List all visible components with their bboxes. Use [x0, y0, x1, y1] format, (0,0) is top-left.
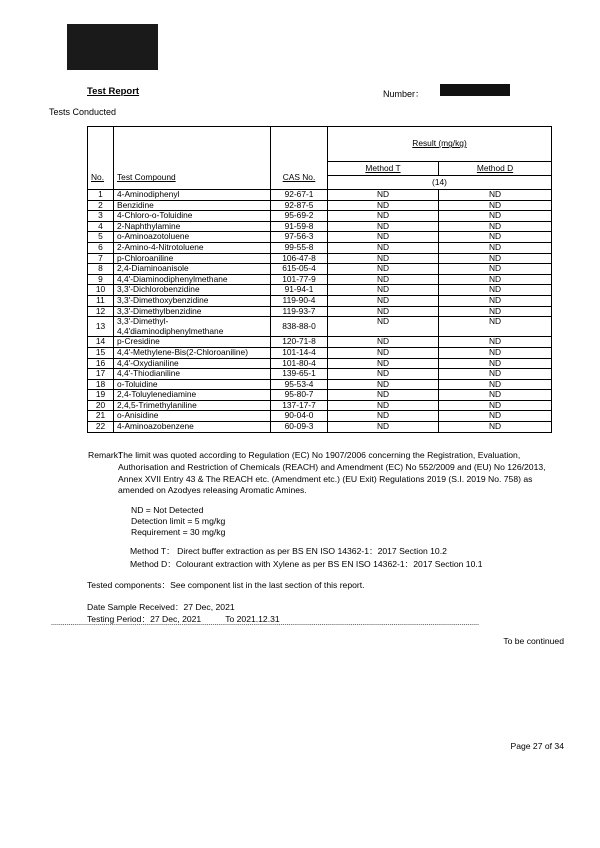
row-cas: 95-80-7 [271, 390, 328, 401]
table-row [88, 347, 552, 358]
row-compound: o-Aminoazotoluene [114, 232, 271, 243]
row-compound: 2,4-Toluylenediamine [114, 390, 271, 401]
row-result-method-t: ND [328, 253, 439, 264]
table-row [88, 358, 552, 369]
row-result-method-t: ND [328, 379, 439, 390]
table-row [88, 295, 552, 306]
row-no: 13 [88, 317, 114, 337]
row-cas: 615-05-4 [271, 264, 328, 275]
row-compound: 3,3'-Dichlorobenzidine [114, 285, 271, 296]
row-compound: Benzidine [114, 200, 271, 211]
row-compound: 4-Chloro-o-Toluidine [114, 211, 271, 222]
header-result: Result (mg/kg) [328, 127, 552, 162]
row-cas: 95-53-4 [271, 379, 328, 390]
row-compound: p-Chloroaniline [114, 253, 271, 264]
row-cas: 101-77-9 [271, 274, 328, 285]
row-no: 17 [88, 369, 114, 380]
row-result-method-d: ND [439, 347, 552, 358]
row-result-method-t: ND [328, 400, 439, 411]
redacted-report-number [440, 84, 510, 96]
row-no: 1 [88, 190, 114, 201]
row-compound: 3,3'-Dimethyl- 4,4'diaminodiphenylmethane [114, 317, 271, 337]
row-cas: 95-69-2 [271, 211, 328, 222]
table-row [88, 306, 552, 317]
row-compound: 2-Naphthylamine [114, 221, 271, 232]
received-label: Date Sample Received： [87, 602, 184, 612]
table-row [88, 411, 552, 422]
table-row [88, 400, 552, 411]
row-result-method-d: ND [439, 253, 552, 264]
row-no: 21 [88, 411, 114, 422]
row-result-method-d: ND [439, 285, 552, 296]
row-no: 6 [88, 242, 114, 253]
received-value: 27 Dec, 2021 [183, 602, 235, 612]
row-no: 3 [88, 211, 114, 222]
row-result-method-t: ND [328, 264, 439, 275]
table-row [88, 379, 552, 390]
row-no: 12 [88, 306, 114, 317]
row-no: 4 [88, 221, 114, 232]
row-result-method-t: ND [328, 337, 439, 348]
row-result-method-d: ND [439, 211, 552, 222]
row-compound: 3,3'-Dimethylbenzidine [114, 306, 271, 317]
row-result-method-t: ND [328, 347, 439, 358]
row-result-method-d: ND [439, 422, 552, 433]
row-compound: 2-Amino-4-Nitrotoluene [114, 242, 271, 253]
row-result-method-d: ND [439, 317, 552, 337]
row-no: 19 [88, 390, 114, 401]
row-no: 7 [88, 253, 114, 264]
row-compound: 4-Aminoazobenzene [114, 422, 271, 433]
row-cas: 101-14-4 [271, 347, 328, 358]
section-title: Tests Conducted [49, 107, 117, 117]
row-compound: o-Toluidine [114, 379, 271, 390]
row-compound: 4,4'-Diaminodiphenylmethane [114, 274, 271, 285]
row-no: 20 [88, 400, 114, 411]
row-cas: 106-47-8 [271, 253, 328, 264]
row-result-method-d: ND [439, 190, 552, 201]
row-result-method-t: ND [328, 306, 439, 317]
table-row [88, 317, 552, 337]
row-result-method-d: ND [439, 264, 552, 275]
method-d-description: Method D：Colourant extraction with Xylene as per BS EN ISO 14362-1：2017 Section 10.1 [130, 559, 483, 569]
row-result-method-d: ND [439, 200, 552, 211]
table-row [88, 242, 552, 253]
row-compound: 2,4-Diaminoanisole [114, 264, 271, 275]
row-result-method-t: ND [328, 211, 439, 222]
table-row [88, 369, 552, 380]
header-compound: Test Compound [114, 127, 271, 190]
row-result-method-d: ND [439, 411, 552, 422]
row-result-method-d: ND [439, 306, 552, 317]
company-logo [67, 24, 158, 70]
row-result-method-t: ND [328, 411, 439, 422]
remark-label: Remark： [88, 450, 127, 460]
sample-id: (14) [328, 176, 552, 190]
row-result-method-d: ND [439, 337, 552, 348]
row-cas: 119-90-4 [271, 295, 328, 306]
period-to: To 2021.12.31 [225, 614, 280, 624]
row-result-method-d: ND [439, 242, 552, 253]
tested-components: Tested components：See component list in the last section of this report. [87, 580, 365, 590]
row-result-method-t: ND [328, 295, 439, 306]
requirement: Requirement = 30 mg/kg [131, 526, 226, 537]
row-no: 11 [88, 295, 114, 306]
row-cas: 120-71-8 [271, 337, 328, 348]
table-row [88, 390, 552, 401]
row-no: 5 [88, 232, 114, 243]
row-cas: 92-67-1 [271, 190, 328, 201]
row-result-method-d: ND [439, 274, 552, 285]
table-row [88, 232, 552, 243]
table-row [88, 285, 552, 296]
row-no: 2 [88, 200, 114, 211]
row-no: 14 [88, 337, 114, 348]
row-compound: 4,4'-Thiodianiline [114, 369, 271, 380]
row-result-method-t: ND [328, 242, 439, 253]
page-number: Page 27 of 34 [510, 741, 564, 751]
row-cas: 137-17-7 [271, 400, 328, 411]
remark-text: The limit was quoted according to Regulation (EC) No 1907/2006 concerning the Registration, Evaluation, Authorisation and Restriction of Chemicals (REACH) and Amendment (EC) No 552/2009 and (EU) No 126/2013, Annex XVII Entry 43 & The REACH etc. (Amendment etc.) (EU Exit) Regulations 2019 (S.I. 2019 No. 758) as amended on Azodyes releasing Aromatic Amines. [118, 450, 546, 496]
row-result-method-t: ND [328, 190, 439, 201]
table-row [88, 264, 552, 275]
row-result-method-d: ND [439, 221, 552, 232]
row-no: 10 [88, 285, 114, 296]
table-row [88, 221, 552, 232]
row-result-method-d: ND [439, 400, 552, 411]
limits-block [131, 505, 225, 537]
row-result-method-t: ND [328, 221, 439, 232]
row-no: 15 [88, 347, 114, 358]
row-no: 16 [88, 358, 114, 369]
report-number-label: Number： [383, 89, 425, 99]
row-cas: 60-09-3 [271, 422, 328, 433]
row-result-method-t: ND [328, 390, 439, 401]
row-result-method-d: ND [439, 232, 552, 243]
row-result-method-t: ND [328, 317, 439, 337]
row-result-method-t: ND [328, 232, 439, 243]
table-row [88, 200, 552, 211]
row-result-method-t: ND [328, 200, 439, 211]
row-result-method-d: ND [439, 358, 552, 369]
header-no: No. [88, 127, 114, 190]
row-cas: 139-65-1 [271, 369, 328, 380]
period-from: 27 Dec, 2021 [150, 614, 202, 624]
row-compound: 4,4'-Methylene-Bis(2-Chloroaniline) [114, 347, 271, 358]
row-no: 22 [88, 422, 114, 433]
row-compound: 2,4,5-Trimethylaniline [114, 400, 271, 411]
detection-limit: Detection limit = 5 mg/kg [131, 515, 226, 526]
row-cas: 92-87-5 [271, 200, 328, 211]
row-cas: 91-94-1 [271, 285, 328, 296]
row-result-method-t: ND [328, 369, 439, 380]
dates-block [87, 601, 280, 625]
row-cas: 101-80-4 [271, 358, 328, 369]
to-be-continued: To be continued [503, 636, 564, 646]
row-cas: 99-55-8 [271, 242, 328, 253]
row-cas: 90-04-0 [271, 411, 328, 422]
row-compound: o-Anisidine [114, 411, 271, 422]
methods-block [130, 545, 483, 571]
row-compound: 4-Aminodiphenyl [114, 190, 271, 201]
row-result-method-d: ND [439, 295, 552, 306]
table-row [88, 190, 552, 201]
star-divider: **************************************************************************************************************************************************************************************************************************** [51, 624, 480, 629]
row-cas: 838-88-0 [271, 317, 328, 337]
results-table [87, 126, 552, 433]
nd-definition: ND = Not Detected [131, 505, 204, 515]
header-method-d: Method D [439, 162, 552, 176]
row-cas: 91-59-8 [271, 221, 328, 232]
row-compound: 3,3'-Dimethoxybenzidine [114, 295, 271, 306]
method-t-description: Method T： Direct buffer extraction as per BS EN ISO 14362-1：2017 Section 10.2 [130, 546, 447, 556]
row-cas: 97-56-3 [271, 232, 328, 243]
row-no: 9 [88, 274, 114, 285]
row-no: 8 [88, 264, 114, 275]
period-label: Testing Period： [87, 614, 151, 624]
row-cas: 119-93-7 [271, 306, 328, 317]
row-result-method-t: ND [328, 422, 439, 433]
row-result-method-t: ND [328, 285, 439, 296]
row-compound: p-Cresidine [114, 337, 271, 348]
table-row [88, 274, 552, 285]
row-no: 18 [88, 379, 114, 390]
header-method-t: Method T [328, 162, 439, 176]
row-result-method-t: ND [328, 274, 439, 285]
remark-block [88, 450, 558, 497]
table-row [88, 337, 552, 348]
row-result-method-t: ND [328, 358, 439, 369]
row-result-method-d: ND [439, 379, 552, 390]
row-result-method-d: ND [439, 390, 552, 401]
table-row [88, 211, 552, 222]
row-compound: 4,4'-Oxydianiline [114, 358, 271, 369]
report-title: Test Report [87, 86, 140, 97]
table-row [88, 422, 552, 433]
row-result-method-d: ND [439, 369, 552, 380]
table-row [88, 253, 552, 264]
header-cas: CAS No. [271, 127, 328, 190]
